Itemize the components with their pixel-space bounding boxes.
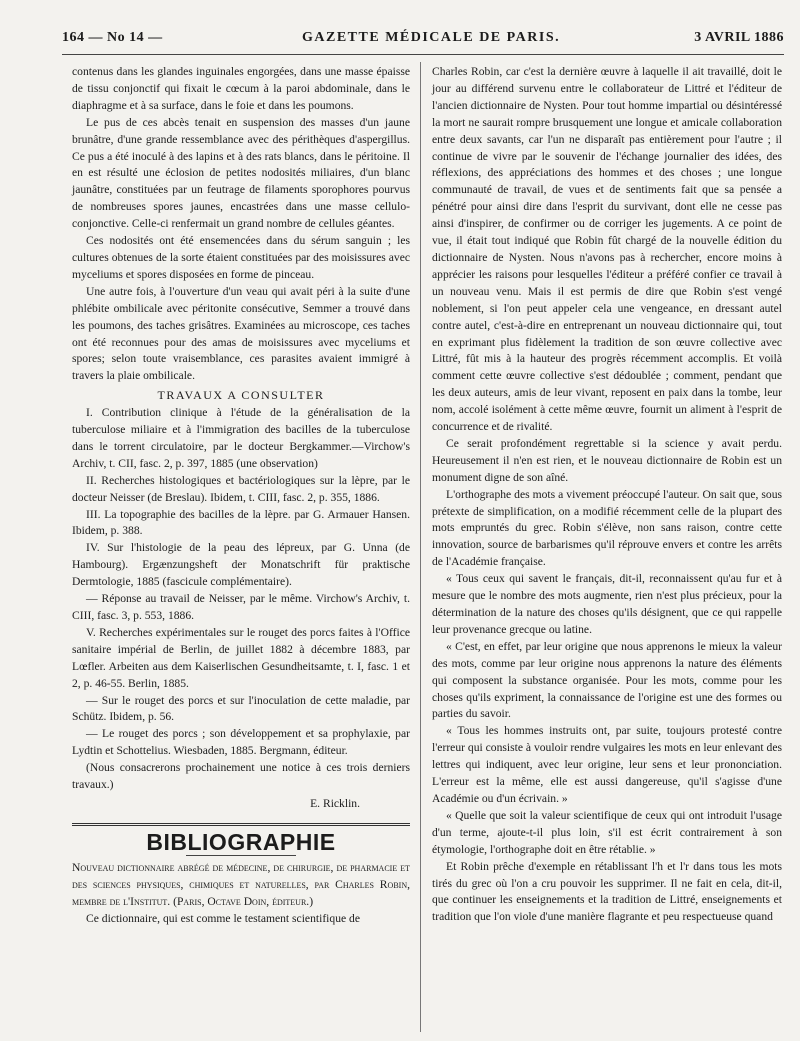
section-title-bibliographie: BIBLIOGRAPHIE xyxy=(146,828,336,855)
page-number: 164 — No 14 — xyxy=(62,30,163,45)
paragraph: Ces nodosités ont été ensemencées dans du sérum sanguin ; les cultures obtenues de la sorte étaient constituées par des moisissures avec myceliums et spores disposées en forme de pinceau. xyxy=(72,234,410,281)
column-divider xyxy=(420,62,421,1032)
paragraph: Une autre fois, à l'ouverture d'un veau qui avait péri à la suite d'une phlébite ombilicale avec péritonite consécutive, Semmer a trouvé dans les poumons, des taches grisâtres. Examinées au microscope, ces taches ont été reconnues pour des amas de moisissures avec myceliums et spores; selon toute vraisemblance, ces parasites avaient immigré à travers la plaie ombilicale. xyxy=(72,284,410,383)
reference-item: V. Recherches expérimentales sur le rouget des porcs faites à l'Office sanitaire impérial de Berlin, de juillet 1882 à décembre 1883, par Lœfler. Arbeiten aus dem Kaiserlischen Gesundheitsamte, t. I, fasc. 1 et 2, p. 46-55. Berlin, 1885. xyxy=(72,625,410,690)
journal-title: GAZETTE MÉDICALE DE PARIS. xyxy=(302,30,561,45)
reference-item: — Sur le rouget des porcs et sur l'inoculation de cette maladie, par Schütz. Ibidem, p. 56. xyxy=(72,693,410,724)
page-header xyxy=(62,30,784,52)
quote-paragraph: « Tous les hommes instruits ont, par suite, toujours protesté contre l'erreur qui consiste à vouloir rendre vulgaires les mots en leur enlevant des lettres qui indiquent, avec leur origine, leur sens et leur prononciation. L'erreur est la même, elle est aussi dangereuse, qu'il s'agisse d'une Académie ou d'un écrivain. » xyxy=(432,724,782,805)
reference-item: IV. Sur l'histologie de la peau des lépreux, par G. Unna (de Hambourg). Ergænzungsheft der Monatschrift für praktische Dermtologie, 1885 (fascicule complémentaire). xyxy=(72,541,410,589)
paragraph: Le pus de ces abcès tenait en suspension des masses d'un jaune brunâtre, d'une grande ressemblance avec des périthèques d'aspergillus. Ce pus a été inoculé à des lapins et à des rats blancs, dans le péritoine. Il en est résulté une éclosion de petites nodosités miliaires, d'un blanc jaunâtre, constituées par un feutrage de filaments sporophores pourvus de nombreuses spores jaunes, encastrées dans une masse cellulo-conjonctive. Celle-ci renfermait un grand nombre de cellules géantes. xyxy=(72,115,410,231)
editor-note: (Nous consacrerons prochainement une notice à ces trois derniers travaux.) xyxy=(72,761,410,792)
reference-item: — Le rouget des porcs ; son développement et sa prophylaxie, par Lydtin et Schottelius. Wiesbaden, 1885. Bergmann, éditeur. xyxy=(72,727,410,758)
quote-paragraph: « Tous ceux qui savent le français, dit-il, reconnaissent qu'au fur et à mesure que le nombre des mots augmente, rien n'est plus précieux, pour la détermination de la nature des choses qu'ils désignent, que ce qui rappelle leur provenance grecque ou latine. xyxy=(432,572,782,636)
reference-item: III. La topographie des bacilles de la lèpre. par G. Armauer Hansen. Ibidem, p. 388. xyxy=(72,507,410,538)
paragraph: Charles Robin, car c'est la dernière œuvre à laquelle il ait travaillé, doit le jour au différend survenu entre le collaborateur de Littré et l'éditeur de l'ancien dictionnaire de Nysten. Pour tout homme impartial ou désintéressé la mort ne saurait rompre brusquement une longue et amicale collaboration entre deux savants, car l'un ne disparaît pas entièrement pour l'autre ; il continue de vivre par le souvenir de l'échange journalier des idées, des réflexions, des appréciations des hommes et des choses ; une longue communauté de travail, de vues et de sentiments fait que sa pensée a pénétré pour ainsi dire dans l'esprit du survivant, dont elle ne cesse pas ainsi d'inspirer, de confirmer ou de corriger les jugements. A ce point de vue, il était tout indiqué que Robin fût chargé de la nouvelle édition du dictionnaire de Nysten. Nous n'avons pas à rechercher, encore moins à apprécier les raisons pour lesquelles l'éditeur a préféré confier ce travail à un nouveau venu. Mais il est permis de dire que Robin s'est vengé noblement, si l'on peut appeler cela une vengeance, en dressant autel contre autel, c'est-à-dire en entreprenant un nouveau dictionnaire qui, tout en exprimant plus fidèlement la tradition de son œuvre collective avec Littré, fût mis à la hauteur des progrès récemment accomplis. Et voilà comment cette œuvre collective s'est dédoublée ; comment, pendant que les deux auteurs, amis de leur vivant, reposent en paix dans la tombe, leur nom, accolé isolément à cette même œuvre, fournit un aliment à l'esprit de concurrence et de rivalité. xyxy=(432,65,782,434)
paragraph: Ce dictionnaire, qui est comme le testament scientifique de xyxy=(86,911,360,925)
left-column xyxy=(72,64,410,927)
book-reference: Nouveau dictionnaire abrégé de médecine, de chirurgie, de pharmacie et des sciences physiques, chimiques et naturelles, par Charles Robin, membre de l'Institut. (Paris, Octave Doin, éditeur.) xyxy=(72,860,410,908)
paragraph: contenus dans les glandes inguinales engorgées, dans une masse épaisse de tissu conjonctif qui fixait le cœcum à la paroi abdominale, dans le diaphragme et à sa surface, dans le foie et dans les poumons. xyxy=(72,65,410,112)
header-rule xyxy=(62,54,784,55)
paragraph: Ce serait profondément regrettable si la science y avait perdu. Heureusement il n'en est rien, et le nouveau dictionnaire de Robin est un monument digne de son aîné. xyxy=(432,436,782,484)
reference-item: — Réponse au travail de Neisser, par le même. Virchow's Archiv, t. CIII, fasc. 3, p. 553, 1886. xyxy=(72,592,410,622)
title-underline xyxy=(186,855,296,856)
quote-paragraph: « C'est, en effet, par leur origine que nous apprenons le mieux la valeur des mots, comme par leur origine nous apprenons la nature des éléments qui composent la substance organisée. Pour les mots, comme pour les choses qu'ils expriment, la connaissance de l'origine est une des formes ou parties du savoir. xyxy=(432,639,782,721)
paragraph: Et Robin prêche d'exemple en rétablissant l'h et l'r dans tous les mots tirés du grec où l'on a cru pouvoir les supprimer. Il ne fait en cela, dit-il, que continuer les enseignements et la tradition de Littré, enseignements et tradition que l'on viole d'une manière flagrante et peu respectueuse quand xyxy=(432,859,782,924)
reference-item: I. Contribution clinique à l'étude de la généralisation de la tuberculose miliaire et à l'immigration des bacilles de la tuberculose dans le torrent circulatoire, par le docteur Bergkammer.—Virchow's Archiv, t. CII, fasc. 2, p. 397, 1885 (une observation) xyxy=(72,406,410,470)
author-signature: E. Ricklin. xyxy=(310,796,360,810)
section-title-travaux: TRAVAUX A CONSULTER xyxy=(157,388,325,403)
right-column xyxy=(432,64,782,926)
issue-date: 3 AVRIL 1886 xyxy=(694,30,784,45)
reference-item: II. Recherches histologiques et bactériologiques sur la lèpre, par le docteur Neisser (de Breslau). Ibidem, t. CIII, fasc. 2, p. 355, 1886. xyxy=(72,473,410,504)
paragraph: L'orthographe des mots a vivement préoccupé l'auteur. On sait que, sous prétexte de simplification, on a modifié récemment celle de la plupart des mots empruntés du grec. Robin s'élève, non sans raison, contre cette innovation, source de barbarismes qu'il réprouve envers et contre les arrêts de l'Académie française. xyxy=(432,487,782,569)
quote-paragraph: « Quelle que soit la valeur scientifique de ceux qui ont introduit l'usage d'un terme, ajoute-t-il plus loin, s'il est écrit contrairement à son étymologie, l'orthographe doit en être rétablie. » xyxy=(432,808,782,856)
section-divider xyxy=(72,823,410,826)
